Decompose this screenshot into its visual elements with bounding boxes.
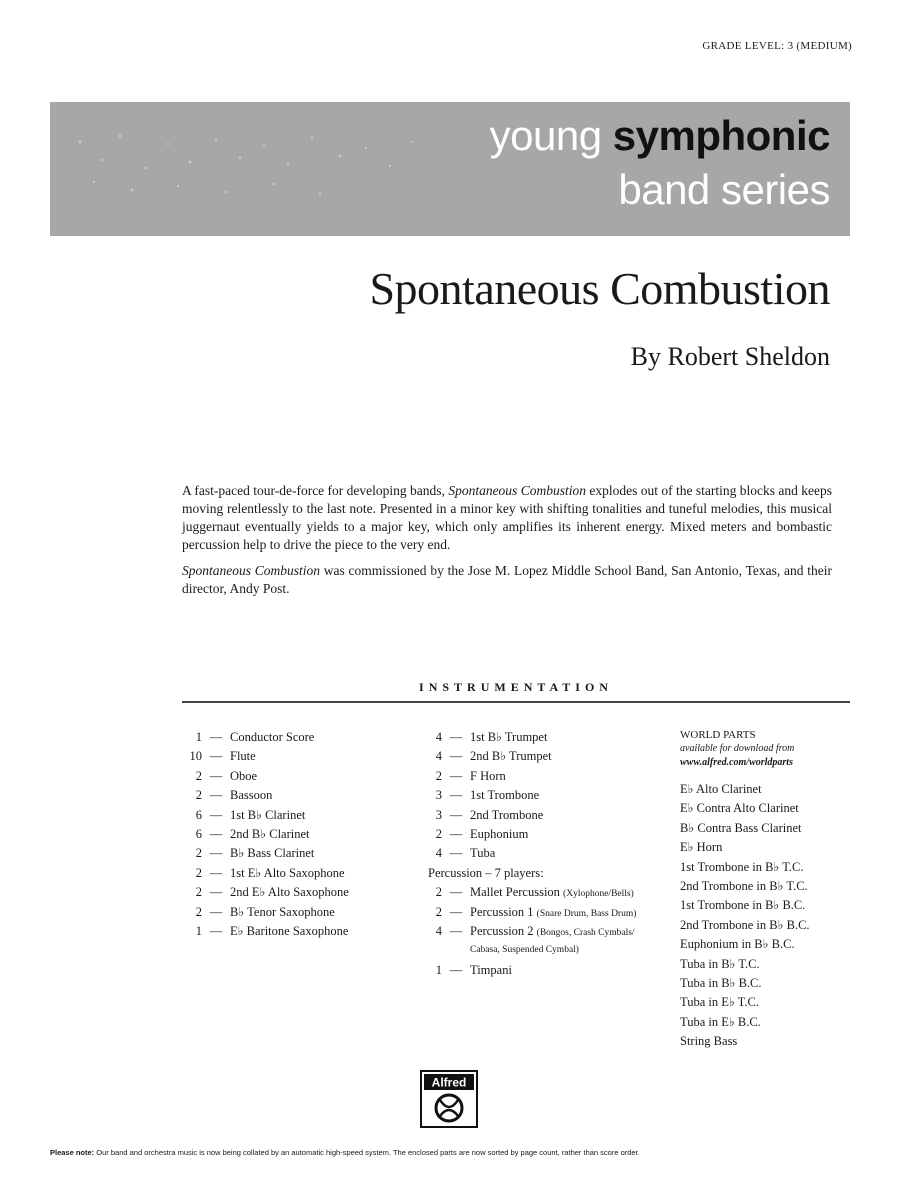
percussion-label: Percussion – 7 players: (428, 865, 544, 880)
list-item: Tuba in B♭ T.C. (680, 956, 760, 971)
list-item: 4 — 2nd B♭ Trumpet (435, 749, 552, 764)
world-parts-heading: WORLD PARTS (680, 729, 756, 741)
description-paragraph-2: Spontaneous Combustion was commissioned by the Jose M. Lopez Middle School Band, San Antonio, Texas, and their director, Andy Post. (182, 563, 832, 596)
list-item: 4 — Tuba (435, 846, 496, 861)
list-item: 2 — B♭ Tenor Saxophone (195, 904, 335, 919)
list-item: 3 — 2nd Trombone (435, 807, 544, 822)
list-item: 1st Trombone in B♭ T.C. (680, 859, 804, 874)
alfred-logo-text: Alfred (431, 1075, 467, 1090)
list-item: E♭ Horn (680, 840, 723, 855)
series-banner (50, 102, 850, 236)
list-item: 2 — 1st E♭ Alto Saxophone (195, 865, 345, 880)
alfred-logo (420, 1070, 478, 1128)
series-name-line1 (490, 110, 830, 162)
note-text: Our band and orchestra music is now being collated by an automatic high-speed system. The enclosed parts are now sorted by page count, rather than score order. (94, 1148, 640, 1157)
list-item: 1 — Conductor Score (195, 730, 315, 744)
series-name-line2: band series (618, 166, 830, 213)
list-item-continuation: Cabasa, Suspended Cymbal) (470, 945, 579, 956)
list-item: 1st Trombone in B♭ B.C. (680, 898, 806, 913)
note-label: Please note: (50, 1148, 95, 1157)
list-item: 4 — 1st B♭ Trumpet (435, 730, 548, 744)
list-item: 1 — Timpani (435, 962, 512, 977)
list-item: 6 — 1st B♭ Clarinet (195, 807, 306, 822)
list-item: 4 — Percussion 2 (Bongos, Crash Cymbals/ (435, 923, 635, 938)
list-item: B♭ Contra Bass Clarinet (680, 820, 802, 835)
collation-note (50, 1148, 870, 1157)
list-item: 2 — B♭ Bass Clarinet (195, 846, 315, 861)
list-item: 6 — 2nd B♭ Clarinet (195, 826, 310, 841)
list-item: 2 — Euphonium (435, 826, 529, 841)
list-item: 3 — 1st Trombone (435, 788, 540, 803)
list-item: 2 — Percussion 1 (Snare Drum, Bass Drum) (435, 904, 637, 919)
instrumentation-divider (182, 701, 850, 703)
list-item: 2 — Mallet Percussion (Xylophone/Bells) (435, 885, 634, 900)
list-item: Tuba in E♭ B.C. (680, 1014, 761, 1029)
series-word-young: young (489, 112, 602, 159)
list-item: Euphonium in B♭ B.C. (680, 937, 795, 952)
list-item: Tuba in B♭ B.C. (680, 975, 762, 990)
description (182, 482, 832, 606)
description-paragraph-1: A fast-paced tour-de-force for developing bands, Spontaneous Combustion explodes out of the starting blocks and keeps moving relentlessly to the last note. Presented in a minor key with shifting tonalities and tuneful melodies, this musical juggernaut eventually yields to a major key, which only amplifies its inherent energy. Mixed meters and bombastic percussion help to drive the piece to the very end. (182, 483, 832, 552)
list-item: 2nd Trombone in B♭ T.C. (680, 878, 808, 893)
instrument-column-woodwinds (178, 728, 349, 941)
list-item: E♭ Alto Clarinet (680, 782, 762, 796)
list-item: 2 — Oboe (195, 768, 258, 783)
list-item: 1 — E♭ Baritone Saxophone (195, 923, 349, 938)
instrumentation-heading: INSTRUMENTATION (419, 680, 613, 694)
list-item: 2 — Bassoon (195, 788, 273, 803)
list-item: 10 — Flute (189, 749, 256, 764)
series-word-symphonic: symphonic (612, 112, 830, 159)
piece-title: Spontaneous Combustion (369, 263, 830, 314)
list-item: 2nd Trombone in B♭ B.C. (680, 917, 810, 932)
composer-credit: By Robert Sheldon (630, 342, 830, 371)
world-parts-subheading: available for download from (680, 743, 795, 754)
grade-level: GRADE LEVEL: 3 (MEDIUM) (702, 40, 852, 52)
list-item: String Bass (680, 1034, 738, 1049)
list-item: E♭ Contra Alto Clarinet (680, 801, 799, 816)
world-parts-url[interactable]: www.alfred.com/worldparts (680, 757, 793, 768)
list-item: Tuba in E♭ T.C. (680, 995, 759, 1010)
world-parts-column (680, 728, 810, 1051)
list-item: 2 — F Horn (435, 768, 506, 783)
list-item: 2 — 2nd E♭ Alto Saxophone (195, 885, 349, 900)
instrument-column-brass-percussion (418, 728, 636, 980)
